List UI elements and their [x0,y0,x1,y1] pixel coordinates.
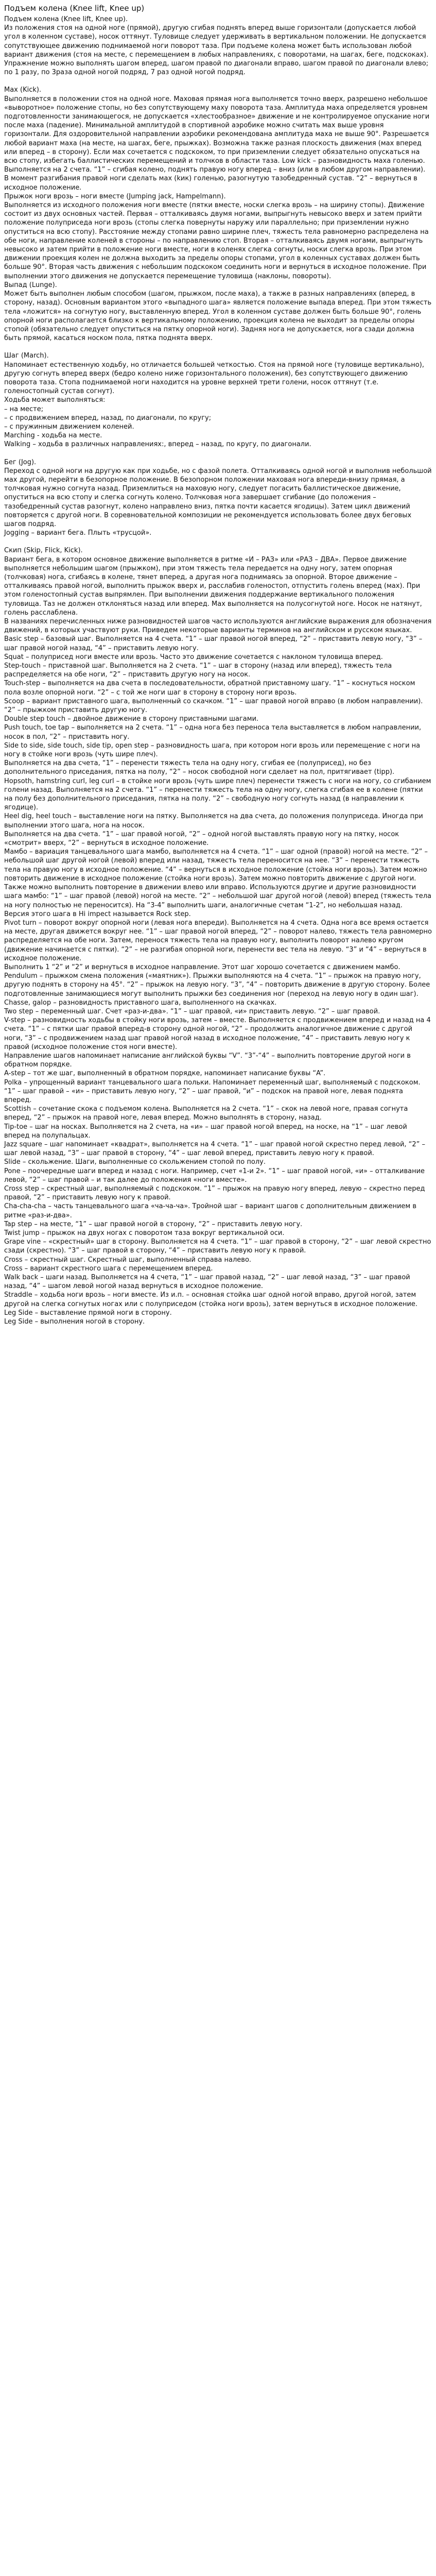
paragraph: Ходьба может выполняться: [4,396,106,404]
paragraph: Мамбо – вариация танцевального шага мамбо, выполняется на 4 счета. “1” – шаг одной (правой) ногой на месте. “2” – небольшой шаг другой ногой (левой) вперед или назад, тяжесть тела переносится на нее. “3” – перенести тяжесть тела на правую ногу в исходное положение. “4” – вернуться в исходное положение (стойка ноги врозь). Затем можно повторить движение в исходное положение (стойка ноги врозь). Затем можно повторить движение с другой ноги. Также можно выполнить повторение в движении влево или вправо. Используются другие и другие разновидности шага мамбо: “1” – шаг правой (левой) ногой на месте. “2” – небольшой шаг другой ногой (левой) вперед (тяжесть тела на ногу полностью не переносится). На “3-4” выполнить шаги, аналогичные счетам “1-2”, но небольшая назад. [4,848,434,909]
paragraph: Hopsoth, hamstring curl, leg curl – в стойке ноги врозь (чуть шире плеч) перенести тяжесть с ноги на ногу, со сгибанием голени назад. Выполняется на 2 счета. “1” – перенести тяжесть тела на одну ногу, слегка сгибая ее в колене (пятки на полу без дополнительного приседания, пятка на полу. “2” – свободную ногу согнуть назад (в направлении к ягодице). [4,777,433,812]
section-heading: Подъем колена (Knee lift, Knee up). [4,15,128,23]
paragraph: Выполняется на два счета, “1” – перенести тяжесть тела на одну ногу, сгибая ее (полуприсед), но без дополнительного приседания, пятка на полу, “2” – носок свободной ноги сделает на пол, притягивает (tipp). [4,759,395,776]
paragraph: Walk back – шаги назад. Выполняется на 4 счета, “1” – шаг правой назад, “2” – шаг левой назад, “3” – шаг правой назад, “4” – шагом левой ногой назад вернуться в исходное положение. [4,1274,412,1291]
paragraph: Scoop – вариант приставного шага, выполненный со скачком. “1” – шаг правой ногой вправо (в любом направлении). “2” – прыжком приставить другую ногу. [4,697,425,715]
paragraph: Slide – скольжение. Шаги, выполненные со скольжением стопой по полу. [4,1158,266,1166]
paragraph: Heel dig, heel touch – выставление ноги на пятку. Выполняется на два счета, до положения полуприседа. Иногда при выполнении этого шага, нога на носок. [4,812,425,829]
paragraph: Touch-step – выполняется на два счета в последовательности, обратной приставному шагу. “1” – коснуться носком пола возле опорной ноги. “2” – с той же ноги шаг в сторону в сторону ноги врозь. [4,680,417,697]
paragraph: Pendulum – прыжком смена положения («маятник»). Прыжки выполняются на 4 счета. “1” – прыжок на правую ногу, другую поднять в сторону на 45°. “2” – прыжок на левую ногу. “3”, “4” – повторить движение в другую сторону. Более подготовленные занимающиеся могут выполнить прыжки без соединения ног (переход на левую ногу в один шаг). [4,972,432,998]
paragraph: Grape vine – «скрестный» шаг в сторону. Выполняется на 4 счета. “1” – шаг правой в сторону, “2” – шаг левой скрестно сзади (скрестно). “3” – шаг правой в сторону, “4” – приставить левую ногу к правой. [4,1238,433,1255]
section [4,458,432,538]
paragraph: Cross – вариант скрестного шага с перемещением вперед. [4,1264,213,1273]
paragraph: Leg Side – выполнения ногой в сторону. [4,1318,145,1326]
section-heading: Скип (Skip, Flick, Kick). [4,547,83,555]
section [4,546,432,1326]
paragraph: Направление шагов напоминает написание английской буквы “V”. “3”-“4” – выполнить повторение другой ноги в обратном порядке. [4,1052,413,1069]
paragraph: Chasse, galop – разновидность приставного шага, выполненного на скачках. [4,998,277,1007]
paragraph: Leg Side – выставление прямой ноги в сторону. [4,1309,172,1317]
paragraph: Straddle – ходьба ноги врозь – ноги вместе. Из и.п. – основная стойка шаг одной ногой вправо, другой ногой, затем другой на слегка согнутых ногах или с полуприседом (стойка ноги врозь), затем вернуться в исходное положение. [4,1291,418,1308]
document-body [4,15,432,1326]
paragraph: Выполняется из исходного положения ноги вместе (пятки вместе, носки слегка врозь – на ширину стопы). Движение состоит из двух основных частей. Первая – отталкиваясь двумя ногами, выпрыгнуть невысоко вверх и затем прийти положение полуприседа ноги врозь (стопы слегка повернуты наружу или параллельно; при приземлении нужно опуститься на всю стопу). Расстояние между стопами равно ширине плеч, тяжесть тела равномерно распределена на обе ноги, направление коленей в стороны – по направлению стоп. Вторая – отталкиваясь двумя ногами, выпрыгнуть невысоко и затем прийти в положение ноги вместе, ноги в коленях слегка согнуты, носки слегка врозь. При этом движении проекция колен не должна выходить за пределы опоры стопами, угол в коленных суставах должен быть больше 90°. Вторая часть движения с небольшим подскоком соединить ноги и вернуться в исходное положение. При выполнении этого движения не допускается перемещение туловища (наклоны, повороты). [4,201,431,280]
paragraph: V-step – разновидность ходьбы в стойку ноги врозь, затем – вместе. Выполняется с продвижением вперед и назад на 4 счета. “1” – с пятки шаг правой вперед-в сторону одной ногой, “2” – продолжить аналогичное движение с другой ноги, “3” – с продвижением назад шаг правой ногой назад в исходное положение, “4” – приставить левую ногу к правой (исходное положение стоя ноги вместе). [4,1016,433,1051]
paragraph: Jogging – вариант бега. Плыть «трусцой». [4,529,152,537]
paragraph: Squat – полуприсед ноги вместе или врозь. Часто это движение сочетается с наклоном туловища вперед. [4,653,383,661]
paragraph: Напоминает естественную ходьбу, но отличается большей четкостью. Стоя на прямой ноге (туловище вертикально), другую согнуть вперед вверх (бедро колено ниже горизонтального положения), без сопутствующего движению поворота таза. Стопа поднимаемой ноги находится на уровне верхней трети голени, носок оттянут (т.е. голеностопный сустав согнут). [4,361,427,396]
section [4,15,432,77]
paragraph: Double step touch – двойное движение в сторону приставными шагами. [4,715,259,723]
paragraph: Выполняется в положении стоя на одной ноге. Маховая прямая нога выполняется точно вверх, разрешено небольшое «выворотное» положение стопы, но без сопутствующему маху поворота таза. Амплитуда маха определяется уровнем подготовленности занимающегося, не допускается «хлестообразное» движение и не контролируемое опускание ноги после маха (падение). Минимальной амплитудой в спортивной аэробике можно считать мах выше уровня горизонтали. Для оздоровительной направлении аэробики рекомендована амплитуда маха не выше 90°. Разрешается любой вариант маха (на месте, на шагах, беге, прыжках). Возможна также разная плоскость движения (мах вперед или вперед – в сторону). Если мах сочетается с подскоком, то при приземлении следует обязательно опускаться на всю стопу, избегать баллистических перемещений и толчков в области таза. Low kick – разновидность маха голенью. Выполняется на 2 счета. “1” – сгибая колено, поднять правую ногу вперед – вниз (или в любом другом направлении). В момент разгибания правой ноги сделать мах (kик) голенью, разогнутую тазобедренный сустав. “2” – вернуться в исходное положение. [4,95,432,192]
paragraph: Выполнить 1 “2” и “2” и вернуться в исходное направление. Этот шаг хорошо сочетается с движением мамбо. [4,963,400,971]
paragraph: Push touch, toe tap – выполняется на 2 счета. “1” – одна нога без переноса тела выставляется в любом направлении, носок в пол, “2” – приставить ногу. [4,724,424,741]
section-heading: Мах (Kick). [4,86,42,94]
paragraph: Pone – поочередные шаги вперед и назад с ноги. Например, счет «1-и 2». “1” – шаг правой ногой, «и» – отталкивание левой, “2” – шаг правой – и так далее до положения «ноги вместе». [4,1167,427,1184]
paragraph: Scottish – сочетание скока с подъемом колена. Выполняется на 2 счета. “1” – скок на левой ноге, правая согнута вперед, “2” – прыжок на правой ноге, левая вперед. Можно выполнять в сторону, назад. [4,1105,410,1122]
paragraph: Jazz square – шаг напоминает «квадрат», выполняется на 4 счета. “1” – шаг правой ногой скрестно перед левой, “2” – шаг левой назад, “3” – шаг правой в сторону, “4” – шаг левой вперед, приставить левую ногу к правой. [4,1140,428,1158]
document-title: Подъем колена (Knee lift, Knee up) [4,4,145,13]
paragraph: Переход с одной ноги на другую как при ходьбе, но с фазой полета. Отталкиваясь одной ногой и выполнив небольшой мах другой, перейти в безопорное положение. В безопорном положении маховая нога впереди-внизу прямая, а толчковая нужно согнута назад. Приземлиться на маховую ногу, следует погасить баллистическое движение, опуститься на всю стопу и слегка согнуть колено. Толчковая нога завершает сгибание (до положения – тазобедренный сустав разогнут, колено направлено вниз, пятка почти касается ягодицы). Затем цикл движений повторяется с другой ноги. В соревновательной композиции не рекомендуется использовать более двух беговых шагов подряд. [4,467,434,528]
paragraph: Выполняется на два счета. “1” – шаг правой ногой, “2” – одной ногой выставлять правую ногу на пятку, носок «смотрит» вверх, “2” – вернуться в исходное положение. [4,830,402,848]
paragraph: Twist jump – прыжок на двух ногах с поворотом таза вокруг вертикальной оси. [4,1229,285,1238]
paragraph: Basic step – базовый шаг. Выполняется на 4 счета. “1” – шаг правой ногой вперед, “2” – приставить левую ногу, “3” – шаг правой ногой назад, “4” – приставить левую ногу. [4,635,425,652]
section-heading: Шаг (March). [4,352,49,360]
paragraph: Tap step – на месте, “1” – шаг правой ногой в сторону, “2” – приставить левую ногу. [4,1220,303,1228]
paragraph: Cross step – скрестный шаг, выполняемый с подскоком. “1” – прыжок на правую ногу вперед, левую – скрестно перед правой, “2” – приставить левую ногу к правой. [4,1185,427,1202]
paragraph: Вариант бега, в котором основное движение выполняется в ритме «И – РАЗ» или «РАЗ – ДВА». Первое движение выполняется небольшим шагом (прыжком), при этом тяжесть тела передается на одну ногу, затем опорная (толчковая) нога, сгибаясь в колене, тянет вперед, а другая нога поднимаясь за опорной. Второе движение – отталкиваясь правой ногой, выполнить прыжок вверх и, расслабив голеностоп, отпустить голень вперед (мах). При этом голеностопный сустав выпрямлен. При выполнении движения поддержание вертикального положения туловища. Таз не должен отклоняться назад или вперед. Мах выполняется на полусогнутой ноге. Носок не натянут, голень расслаблена. [4,555,424,617]
paragraph: – с пружинным движением коленей. [4,422,134,431]
paragraph: Версия этого шага в Hi impect называется Rock step. [4,910,191,918]
paragraph: Tip-toe – шаг на носках. Выполняется на 2 счета, на «и» – шаг правой ногой вперед, на носке, на “1” – шаг левой вперед на полупальцах. [4,1123,409,1140]
section [4,86,432,343]
paragraph: Polka – упрощенный вариант танцевального шага польки. Напоминает переменный шаг, выполняемый с подскоком. “1” – шаг правой – «и» – приставить левую ногу, “2” – шаг правой, “и” – подскок на правой ноге, левая поднята вперед. [4,1078,423,1104]
section [4,351,432,449]
paragraph: – с продвижением вперед, назад, по диагонали, по кругу; [4,414,212,422]
paragraph: Прыжок ноги врозь – ноги вместе (Jumping jack, Hampelmann). [4,192,226,200]
paragraph: Упражнение можно выполнять шагом вперед, шагом правой по диагонали вправо, шагом правой по диагонали влево; по 1 разу, по 3раза одной ногой подряд, 7 раз одной ногой подряд. [4,60,431,77]
paragraph: Выпад (Lunge). [4,281,57,289]
paragraph: – на месте; [4,405,44,413]
paragraph: Может быть выполнен любым способом (шагом, прыжком, после маха), а также в разных направлениях (вперед, в сторону, назад). Основным вариантом этого «выпадного шага» является положение выпада вперед. При этом тяжесть тела «ложится» на согнутую ногу, выставленную вперед. Угол в коленном суставе должен быть больше 90°, голень опорной ноги располагается близко к вертикальному положению, проекция колена не выходит за пределы опоры стопой (обязательно следует опуститься на пятку опорной ноги). Задняя нога не допускается, нога сзади должна быть прямой, касаться носком пола, пятка поднята вверх. [4,290,434,343]
paragraph: В названиях перечисленных ниже разновидностей шагов часто используются английские выражения для обозначения движений, в которых участвуют руки. Приведем некоторые варианты терминов на английском и русском языках. [4,618,434,635]
paragraph: Side to side, side touch, side tip, open step – разновидность шага, при котором ноги врозь или перемещение с ноги на ногу в стойке ноги врозь (чуть шире плеч). [4,741,423,759]
paragraph: A-step – тот же шаг, выполненный в обратном порядке, напоминает написание буквы “A”. [4,1070,326,1078]
paragraph: Cha-cha-cha – часть танцевального шага «ча-ча-ча». Тройной шаг – вариант шагов с дополнительным движением в ритме «раз-и-два». [4,1202,419,1219]
paragraph: Walking – ходьба в различных направлениях:, вперед – назад, по кругу, по диагонали. [4,440,311,449]
paragraph: Из положения стоя на одной ноге (прямой), другую сгибая поднять вперед выше горизонтали (допускается любой угол в коленном суставе), носок оттянут. Туловище следует удерживать в вертикальном положении. Не допускается сопутствующее движению поднимаемой ноги поворот таза. При подъеме колена может быть использован любой вариант движения (стоя на месте, с перемещением в любых направлениях, с поворотами, на шагах, беге, подскоках). [4,24,429,59]
paragraph: Cross – скрестный шаг. Скрестный шаг, выполненный справа налево. [4,1256,252,1264]
paragraph: Pivot turn – поворот вокруг опорной ноги (левая нога впереди). Выполняется на 4 счета. Одна нога все время остается на месте, другая движется вокруг нее. “1” – шаг правой ногой вперед, “2” – поворот налево, тяжесть тела равномерно распределяется на обе ноги. Затем, перенося тяжесть тела на правую ногу, выполнить поворот налево кругом (движение начинается с пятки). “2” – не разгибая опорной ноги, перенести вес тела на левую. “3” и “4” – вернуться в исходное положение. [4,919,434,962]
paragraph: Two step – переменный шаг. Счет «раз-и-два». “1” – шаг правой, «и» приставить левую. “2” – шаг правой. [4,1007,380,1015]
paragraph: Step-touch – приставной шаг. Выполняется на 2 счета. “1” – шаг в сторону (назад или вперед), тяжесть тела распределяется на обе ноги, “2” – приставить другую ногу на носок. [4,662,394,679]
section-heading: Бег (Jog). [4,458,37,466]
paragraph: Marching - ходьба на месте. [4,432,102,440]
